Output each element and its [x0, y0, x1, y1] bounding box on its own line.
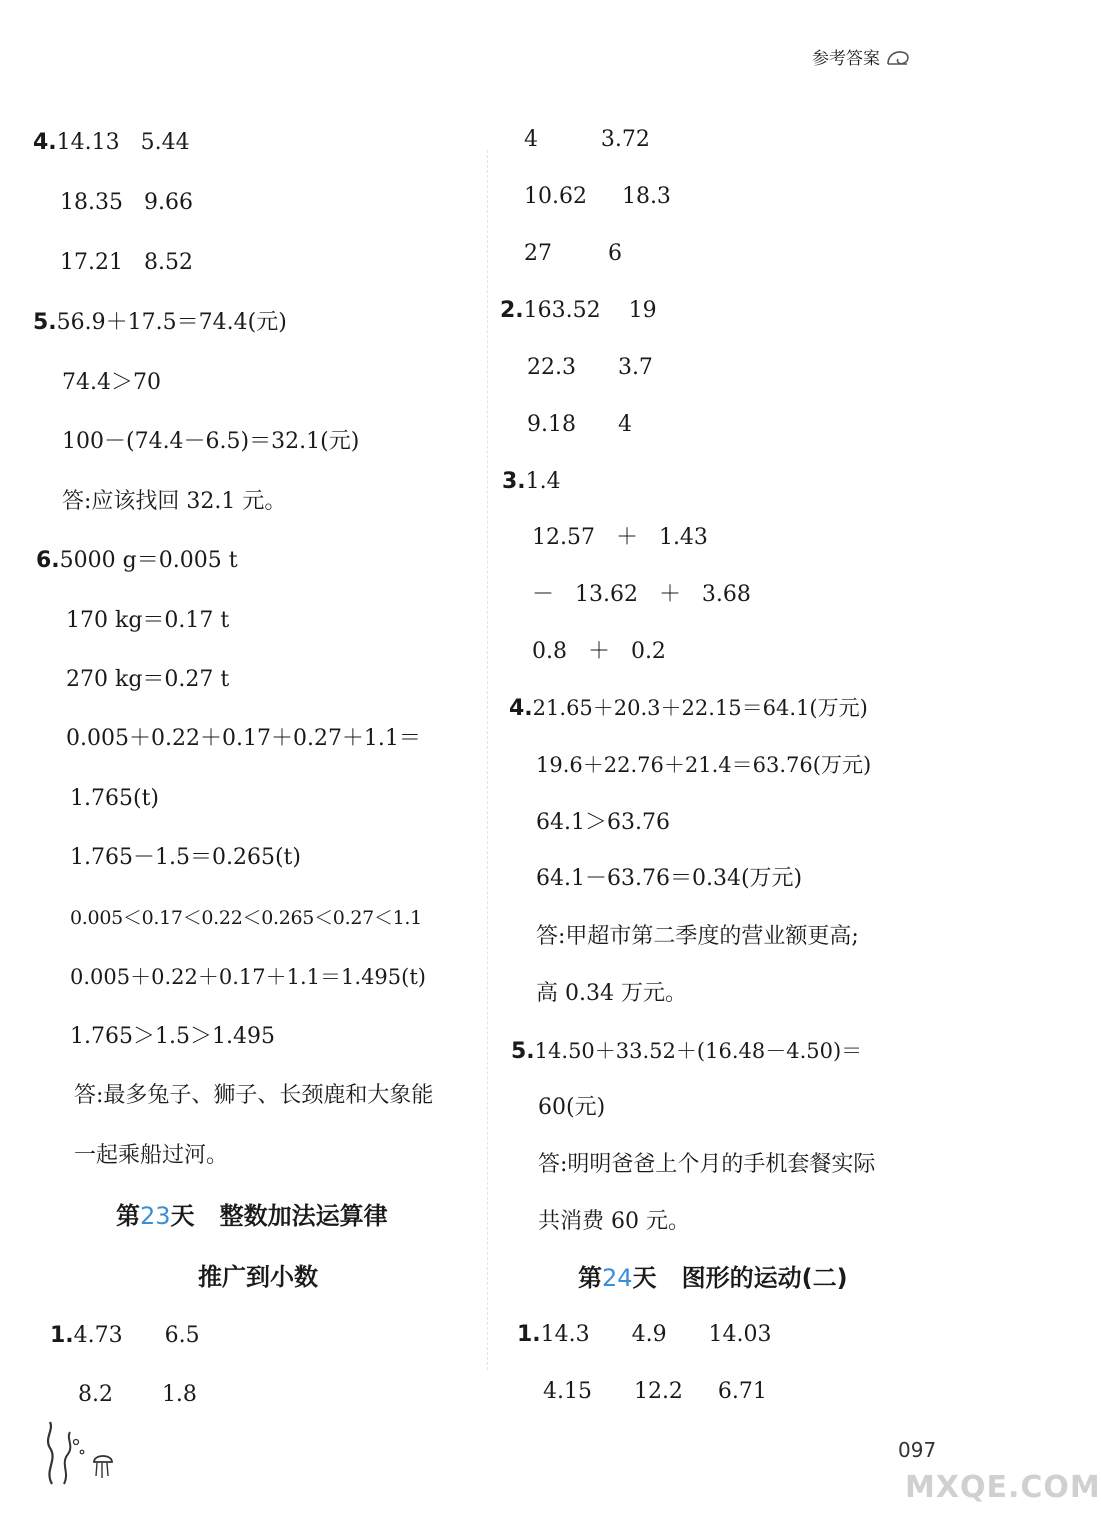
question-number: 4. — [509, 696, 533, 721]
heading-title: 天 整数加法运算律 — [170, 1202, 388, 1230]
answer-line: 9.18 4 — [527, 412, 632, 437]
answer-line: 8.2 1.8 — [78, 1382, 197, 1407]
answer-line: 一起乘船过河。 — [74, 1143, 229, 1168]
answer-line: 答:最多兔子、狮子、长颈鹿和大象能 — [74, 1083, 434, 1108]
question-number: 4. — [33, 130, 57, 155]
heading-title: 天 图形的运动(二) — [632, 1264, 848, 1292]
answer-line: 0.005＋0.22＋0.17＋0.27＋1.1＝ — [66, 726, 421, 751]
answer-line: 163.52 19 — [523, 298, 657, 323]
answer-line: 270 kg＝0.27 t — [66, 667, 230, 692]
header-label-text: 参考答案 — [812, 49, 880, 69]
seaweed-decoration-icon — [36, 1420, 126, 1490]
watermark-text: MXQE.COM — [905, 1470, 1101, 1505]
answer-line: 4.15 12.2 6.71 — [543, 1379, 767, 1404]
page-number: 097 — [898, 1438, 937, 1462]
shell-icon — [885, 48, 911, 68]
question-number: 1. — [517, 1322, 541, 1347]
answer-line: 0.005＜0.17＜0.22＜0.265＜0.27＜1.1 — [70, 907, 422, 929]
answer-line: 10.62 18.3 — [524, 184, 671, 209]
answer-1 — [517, 1320, 772, 1350]
answer-line: 14.13 5.44 — [56, 130, 190, 155]
answer-1 — [50, 1321, 200, 1351]
answer-line: 170 kg＝0.17 t — [66, 608, 230, 633]
answer-line: 1.765(t) — [70, 786, 159, 811]
answer-line: 64.1－63.76＝0.34(万元) — [536, 866, 803, 891]
answer-line: － 13.62 ＋ 3.68 — [532, 582, 751, 607]
answer-line: 100－(74.4－6.5)＝32.1(元) — [62, 429, 360, 454]
answer-line: 64.1＞63.76 — [536, 810, 670, 835]
answer-line: 高 0.34 万元。 — [536, 981, 687, 1006]
answer-line: 74.4＞70 — [62, 370, 161, 395]
answer-2 — [500, 296, 657, 326]
answer-line: 4 3.72 — [524, 127, 650, 152]
question-number: 5. — [511, 1039, 535, 1064]
answer-3 — [502, 467, 561, 497]
answer-6 — [36, 546, 238, 576]
answer-line: 17.21 8.52 — [60, 250, 193, 275]
answer-line: 19.6＋22.76＋21.4＝63.76(万元) — [536, 753, 872, 777]
section-heading-day23 — [116, 1200, 388, 1232]
question-number: 1. — [50, 1323, 74, 1348]
question-number: 5. — [33, 310, 57, 335]
question-number: 2. — [500, 298, 524, 323]
answer-line: 4.73 6.5 — [73, 1323, 200, 1348]
answer-line: 14.50＋33.52＋(16.48－4.50)＝ — [534, 1039, 863, 1063]
answer-line: 0.8 ＋ 0.2 — [532, 639, 666, 664]
section-heading-day23-line2: 推广到小数 — [198, 1263, 318, 1291]
answer-line: 21.65＋20.3＋22.15＝64.1(万元) — [532, 696, 868, 720]
answer-4 — [509, 693, 868, 724]
answer-5 — [33, 308, 287, 338]
answer-line: 共消费 60 元。 — [538, 1209, 690, 1234]
section-heading-day24 — [578, 1262, 848, 1294]
answer-line: 答:应该找回 32.1 元。 — [62, 489, 287, 514]
answer-line: 22.3 3.7 — [527, 355, 653, 380]
question-number: 6. — [36, 548, 60, 573]
day-number: 24 — [602, 1264, 633, 1292]
header-label — [812, 48, 911, 70]
answer-line: 12.57 ＋ 1.43 — [532, 525, 708, 550]
answer-line: 5000 g＝0.005 t — [59, 548, 238, 573]
day-number: 23 — [140, 1202, 171, 1230]
answer-5 — [511, 1036, 862, 1067]
answer-4 — [33, 128, 190, 158]
answer-line: 1.4 — [525, 469, 561, 494]
column-divider — [487, 150, 488, 1370]
answer-line: 18.35 9.66 — [60, 190, 193, 215]
answer-line: 0.005＋0.22＋0.17＋1.1＝1.495(t) — [70, 965, 426, 989]
question-number: 3. — [502, 469, 526, 494]
answer-line: 1.765＞1.5＞1.495 — [70, 1024, 275, 1049]
answer-line: 答:甲超市第二季度的营业额更高; — [536, 924, 859, 949]
heading-prefix: 第 — [578, 1264, 602, 1292]
answer-line: 56.9＋17.5＝74.4(元) — [56, 310, 287, 335]
answer-line: 14.3 4.9 14.03 — [540, 1322, 772, 1347]
answer-line: 27 6 — [524, 241, 622, 266]
answer-line: 答:明明爸爸上个月的手机套餐实际 — [538, 1152, 876, 1177]
heading-prefix: 第 — [116, 1202, 140, 1230]
answer-line: 1.765－1.5＝0.265(t) — [70, 845, 301, 870]
answer-line: 60(元) — [538, 1095, 606, 1120]
